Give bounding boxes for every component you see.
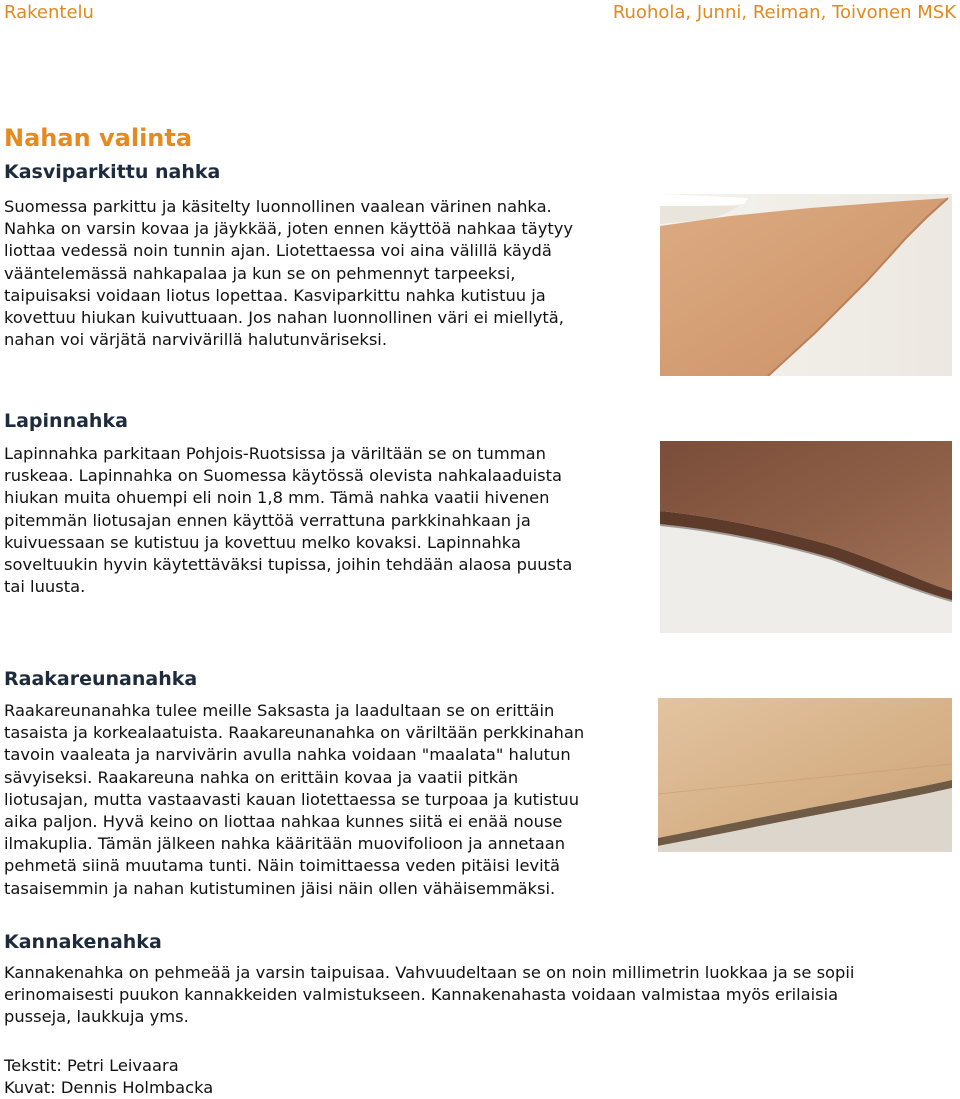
text-line: erinomaisesti puukon kannakkeiden valmistukseen. Kannakenahasta voidaan valmistaa myös erilaisia	[4, 985, 839, 1005]
section-text-kannakenahka	[4, 962, 854, 1029]
section-heading-raakareunanahka: Raakareunanahka	[4, 668, 198, 690]
section-text-raakareunanahka	[4, 700, 584, 900]
section-heading-kasviparkittu: Kasviparkittu nahka	[4, 161, 221, 183]
section-heading-lapinnahka: Lapinnahka	[4, 410, 128, 432]
text-line: Raakareunanahka tulee meille Saksasta ja laadultaan se on erittäin	[4, 701, 555, 720]
text-line: pitemmän liotusajan ennen käyttöä verrattuna parkkinahkaan ja	[4, 510, 531, 530]
text-line: pehmetä siinä muutama tunti. Näin toimittaessa veden pitäisi levitä	[4, 856, 561, 876]
photo-raw-edge-leather	[658, 698, 952, 852]
text-line: sävyiseksi. Raakareuna nahka on erittäin kovaa ja vaatii pitkän	[4, 767, 519, 787]
text-line: soveltuukin hyvin käytettäväksi tupissa, joihin tehdään alaosa puusta	[4, 555, 573, 575]
credit-text-author: Tekstit: Petri Leivaara	[4, 1056, 179, 1075]
text-line: tasaisemmin ja nahan kutistuminen jäisi näin ollen vähäisemmäksi.	[4, 878, 556, 898]
text-line: nahan voi värjätä narvivärillä halutunväriseksi.	[4, 330, 387, 350]
text-line: vääntelemässä nahkapalaa ja kun se on pehmennyt tarpeeksi,	[4, 263, 516, 283]
section-heading-kannakenahka: Kannakenahka	[4, 931, 162, 953]
text-line: tavoin vaaleata ja narvivärin avulla nahka voidaan "maalata" halutun	[4, 745, 571, 765]
text-line: Suomessa parkittu ja käsitelty luonnollinen vaalean värinen nahka.	[4, 197, 552, 216]
text-line: Nahka on varsin kovaa ja jäykkää, joten ennen käyttöä nahkaa täytyy	[4, 219, 574, 239]
text-line: pusseja, laukkuja yms.	[4, 1007, 189, 1027]
text-line: ilmakuplia. Tämän jälkeen nahka kääritään muovifolioon ja annetaan	[4, 834, 566, 854]
photo-vegetable-tanned-leather	[660, 194, 952, 376]
text-line: ruskeaa. Lapinnahka on Suomessa käytössä olevista nahkalaaduista	[4, 466, 562, 486]
text-line: tasaista ja korkealaatuista. Raakareunanahka on väriltään perkkinahan	[4, 723, 585, 743]
header-authors: Ruohola, Junni, Reiman, Toivonen MSK	[612, 2, 956, 23]
text-line: taipuisaksi voidaan liotus lopettaa. Kasviparkittu nahka kutistuu ja	[4, 285, 546, 305]
header-course-name: Rakentelu	[4, 2, 94, 23]
text-line: Kannakenahka on pehmeää ja varsin taipuisaa. Vahvuudeltaan se on noin millimetrin luokkaa ja se sopii	[4, 963, 855, 982]
credit-photo-author: Kuvat: Dennis Holmbacka	[4, 1078, 214, 1097]
text-line: liottaa vedessä noin tunnin ajan. Liotettaessa voi aina välillä käydä	[4, 241, 552, 261]
credits	[4, 1055, 213, 1099]
photo-lapp-leather	[660, 441, 952, 633]
text-line: tai luusta.	[4, 577, 86, 597]
text-line: aika paljon. Hyvä keino on liottaa nahkaa kunnes siitä ei enää nouse	[4, 812, 563, 832]
text-line: kovettuu hiukan kuivuttuaan. Jos nahan luonnollinen väri ei miellytä,	[4, 308, 564, 328]
leather-photo-graphic	[660, 441, 952, 633]
section-text-lapinnahka	[4, 443, 572, 598]
text-line: hiukan muita ohuempi eli noin 1,8 mm. Tämä nahka vaatii hivenen	[4, 488, 550, 508]
text-line: kuivuessaan se kutistuu ja kovettuu melko kovaksi. Lapinnahka	[4, 532, 521, 552]
page-title: Nahan valinta	[4, 124, 193, 152]
leather-photo-graphic	[660, 194, 952, 376]
leather-photo-graphic	[658, 698, 952, 852]
section-text-kasviparkittu	[4, 196, 573, 351]
text-line: liotusajan, mutta vastaavasti kauan liotettaessa se turpoaa ja kutistuu	[4, 789, 580, 809]
text-line: Lapinnahka parkitaan Pohjois-Ruotsissa ja väriltään se on tumman	[4, 444, 546, 463]
